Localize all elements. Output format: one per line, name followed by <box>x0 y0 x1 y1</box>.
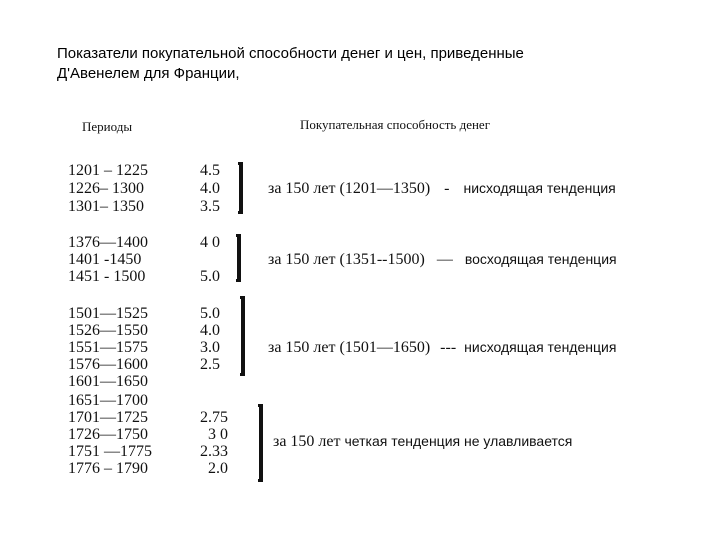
group-note <box>268 250 617 269</box>
period-cell: 1601—1650 <box>68 373 148 390</box>
value-cell: 5.0 <box>200 268 220 285</box>
period-cell: 1226– 1300 <box>68 180 144 197</box>
value-cell: 2.5 <box>200 356 220 373</box>
period-cell: 1726—1750 <box>68 426 148 443</box>
note-trend: восходящая тенденция <box>464 251 617 267</box>
group-note <box>273 432 572 451</box>
value-cell: 3.5 <box>200 198 220 215</box>
period-cell: 1576—1600 <box>68 356 148 373</box>
value-cell <box>200 251 240 269</box>
group-bracket <box>240 296 245 376</box>
period-cell: 1376—1400 <box>68 234 148 251</box>
value-cell: 4.5 <box>200 162 220 179</box>
value-cell: 4 0 <box>200 234 220 251</box>
group-note <box>268 338 616 357</box>
value-cell: 3 0 <box>208 426 228 443</box>
note-dash: — <box>436 251 453 268</box>
period-cell: 1651—1700 <box>68 392 148 409</box>
group-bracket <box>236 234 241 282</box>
note-period: за 150 лет (1351--1500) <box>268 251 425 268</box>
column-header-purchasing-power: Покупательная способность денег <box>300 117 491 132</box>
note-dash: --- <box>440 339 457 356</box>
value-cell: 4.0 <box>200 322 220 339</box>
value-cell <box>200 392 240 410</box>
value-cell <box>200 373 240 391</box>
value-cell: 5.0 <box>200 305 220 322</box>
period-cell: 1551—1575 <box>68 339 148 356</box>
period-cell: 1401 -1450 <box>68 251 142 268</box>
period-cell: 1701—1725 <box>68 409 148 426</box>
group-bracket <box>258 404 263 482</box>
caption-line-2: Д'Авенелем для Франции, <box>57 65 240 82</box>
value-cell: 2.0 <box>208 460 228 477</box>
period-cell: 1501—1525 <box>68 305 148 322</box>
note-dash: - <box>444 180 450 197</box>
value-cell: 2.75 <box>200 409 228 426</box>
note-trend: четкая тенденция не улавливается <box>344 433 573 449</box>
period-cell: 1776 – 1790 <box>68 460 148 477</box>
group-note <box>268 179 616 198</box>
value-cell: 3.0 <box>200 339 220 356</box>
note-trend: нисходящая тенденция <box>463 180 616 196</box>
value-cell: 4.0 <box>200 180 220 197</box>
period-cell: 1526—1550 <box>68 322 148 339</box>
period-cell: 1201 – 1225 <box>68 162 148 179</box>
note-period: за 150 лет (1501—1650) <box>268 339 431 356</box>
group-bracket <box>238 162 243 214</box>
note-period: за 150 лет (1201—1350) <box>268 180 431 197</box>
column-header-periods: Периоды <box>82 119 133 134</box>
note-trend: нисходящая тенденция <box>464 339 617 355</box>
period-cell: 1751 —1775 <box>68 443 152 460</box>
period-cell: 1451 - 1500 <box>68 268 146 285</box>
slide-caption <box>57 44 677 84</box>
note-period: за 150 лет <box>273 433 341 450</box>
value-cell: 2.33 <box>200 443 228 460</box>
period-cell: 1301– 1350 <box>68 198 144 215</box>
caption-line-1: Показатели покупательной способности денег и цен, приведенные <box>57 45 524 62</box>
